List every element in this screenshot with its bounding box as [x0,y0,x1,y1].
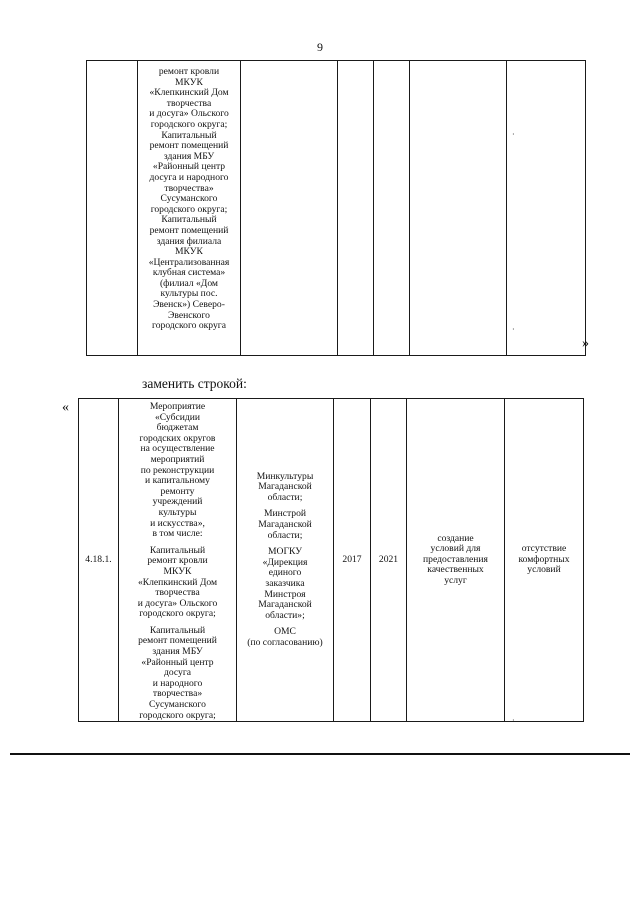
row-number-cell [79,399,119,722]
measure-text-main: Мероприятие «Субсидии бюджетам городских округов на осуществление мероприятий по реконструкции и капитальному ремонту учреждений культуры и искусства», в том числе: [139,401,216,540]
page-number: 9 [317,40,323,54]
measure-text-building-repair: Капитальный ремонт помещений здания МБУ «Районный центр досуга и народного творчества» Сусуманского городского округа; [138,624,217,721]
executor-cell [241,61,338,356]
year-end-cell [371,399,407,722]
consequence-text: отсутствие комфортных условий [518,543,570,576]
previous-table-fragment [86,60,586,356]
year-end: 2021 [378,553,399,565]
result-cell [407,399,505,722]
replace-caption: заменить строкой: [142,376,247,391]
executor-item: ОМС (по согласованию) [247,626,323,648]
closing-quote-mark: » [582,336,589,351]
year-start-cell [334,399,371,722]
scan-speck: · [512,325,515,334]
executor-cell [237,399,334,722]
measure-cell [138,61,241,356]
number-cell [87,61,138,356]
table-row [87,61,586,356]
opening-quote-mark: « [62,400,69,415]
replacement-table [78,398,584,722]
year-start-cell [338,61,374,356]
executor-item: Минстрой Магаданской области; [258,508,312,541]
table-row [79,399,584,722]
executor-item: МОГКУ «Дирекция единого заказчика Минстроя Магаданской области»; [258,546,312,621]
row-number: 4.18.1. [85,553,112,565]
measure-cell [119,399,237,722]
executor-item: Минкультуры Магаданской области; [256,470,314,503]
expected-result: создание условий для предоставления качественных услуг [423,532,488,586]
measure-text: ремонт кровли МКУК «Клепкинский Дом творчества и досуга» Ольского городского округа; Капитальный ремонт помещений здания МБУ «Районный центр досуга и народного творчества» Сусуманского городского округа; Капитальный ремонт помещений здания филиала МКУК «Централизованная клубная система» (филиал «Дом культуры пос. Эвенск») Северо- Эвенского городского округа [148,66,230,332]
scan-speck: · [512,716,515,725]
scan-speck: · [512,130,515,139]
year-end-cell [374,61,410,356]
consequence-cell [507,61,586,356]
measure-text-roof-repair: Капитальный ремонт кровли МКУК «Клепкинский Дом творчества и досуга» Ольского городского округа; [137,544,218,620]
horizontal-rule [10,753,630,755]
consequence-cell [505,399,584,722]
year-start: 2017 [342,553,362,565]
result-cell [410,61,507,356]
